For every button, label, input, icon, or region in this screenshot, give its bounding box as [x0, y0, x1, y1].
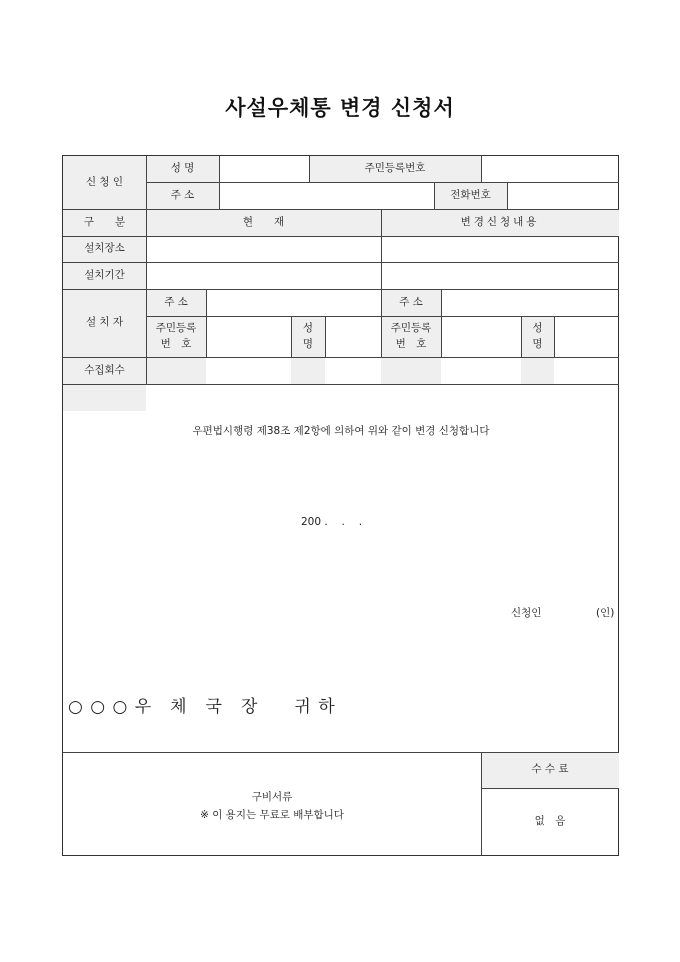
collections-field[interactable]	[147, 358, 619, 384]
period-current-field[interactable]	[147, 263, 381, 289]
change-header: 변경신청내용	[460, 215, 540, 228]
applicant-id-field[interactable]	[482, 156, 619, 182]
applicant-phone-label: 전화번호	[450, 188, 491, 201]
installer-change-id-field[interactable]	[442, 317, 521, 357]
current-header: 현 재	[242, 215, 285, 228]
date-line: 200 . . .	[301, 516, 363, 528]
location-current-field[interactable]	[147, 237, 381, 262]
period-change-field[interactable]	[382, 263, 619, 289]
installer-current-name-field[interactable]	[326, 317, 381, 357]
signer-label: 신청인	[511, 607, 542, 619]
installer-current-id-field[interactable]	[207, 317, 291, 357]
fee-label: 수 수 료	[531, 763, 569, 776]
installer-current-address-field[interactable]	[207, 290, 381, 316]
free-form-note: ※ 이 용지는 무료로 배부합니다	[200, 809, 344, 821]
installer-change-address-field[interactable]	[442, 290, 619, 316]
required-docs-label: 구비서류	[251, 791, 293, 803]
category-header: 구 분	[83, 215, 126, 228]
installer-current-address-label: 주 소	[164, 295, 188, 308]
seal-mark: (인)	[596, 607, 615, 619]
installer-change-name-label: 성 명	[532, 321, 543, 350]
installer-change-id-label: 주민등록 번 호	[390, 321, 432, 350]
applicant-address-field[interactable]	[220, 183, 433, 209]
applicant-address-label: 주 소	[170, 188, 195, 201]
applicant-id-label: 주민등록번호	[364, 162, 426, 175]
statement-text: 우편법시행령 제38조 제2항에 의하여 위와 같이 변경 신청합니다	[192, 425, 490, 437]
application-form	[62, 155, 619, 856]
installer-current-name-label: 성 명	[302, 321, 314, 350]
recipient-line: ○ ○ ○ 우 체 국 장 귀 하	[68, 697, 336, 717]
applicant-label: 신 청 인	[85, 175, 124, 188]
installer-change-name-field[interactable]	[555, 317, 619, 357]
page-title: 사설우체통 변경 신청서	[225, 96, 455, 120]
installer-current-id-label: 주민등록 번 호	[155, 321, 197, 350]
fee-value: 없 음	[534, 815, 566, 828]
period-label: 설치기간	[84, 268, 125, 281]
location-label: 설치장소	[84, 242, 125, 255]
installer-label: 설 치 자	[85, 316, 124, 329]
applicant-name-label: 성 명	[170, 162, 195, 175]
collections-label: 수집회수	[84, 363, 125, 376]
location-change-field[interactable]	[382, 237, 619, 262]
applicant-phone-field[interactable]	[508, 183, 619, 209]
applicant-name-field[interactable]	[220, 156, 308, 182]
installer-change-address-label: 주 소	[399, 295, 423, 308]
